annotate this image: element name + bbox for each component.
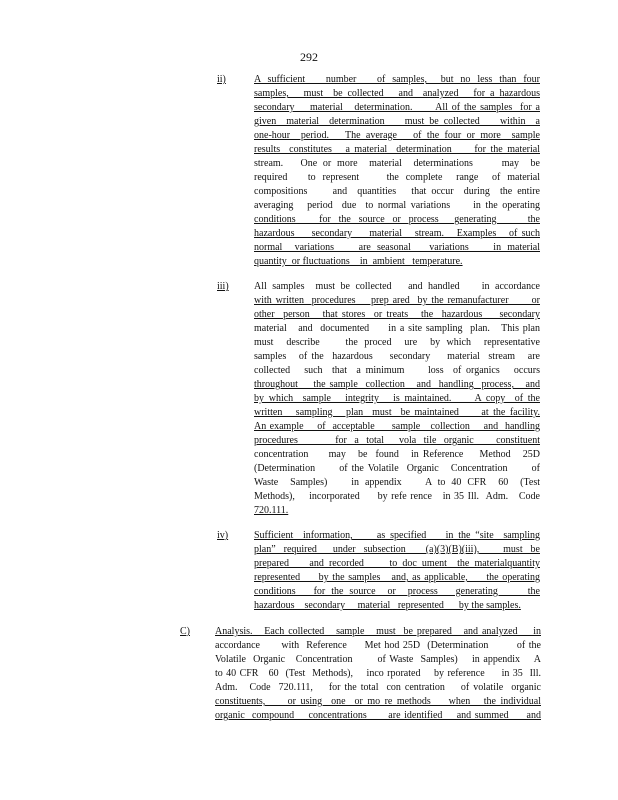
text-line: accordance with Reference Met hod 25D (Determination of the	[215, 640, 541, 651]
item-marker-ii: ii)	[217, 74, 226, 85]
text-line: required to represent the complete range of material	[254, 172, 540, 183]
text-line: throughout the sample collection and handling process, and	[254, 379, 540, 390]
text-line: with written procedures prep ared by the remanufacturer or	[254, 295, 540, 306]
text-line: Volatile Organic Concentration of Waste Samples) in appendix A	[215, 654, 541, 665]
text-line: to 40 CFR 60 (Test Methods), inco rporated by reference in 35 Ill.	[215, 668, 541, 679]
text-line: All samples must be collected and handled in accordance	[254, 281, 540, 292]
text-line: Methods), incorporated by refe rence in 35 Ill. Adm. Code	[254, 491, 540, 502]
text-line: compositions and quantities that occur during the entire	[254, 186, 540, 197]
text-line: Sufficient information, as specified in the “site sampling	[254, 530, 540, 541]
text-line: procedures for a total vola tile organic constituent	[254, 435, 540, 446]
text-line: quantity or fluctuations in ambient temperature.	[254, 256, 463, 267]
text-line: organic compound concentrations are identified and summed and	[215, 710, 541, 721]
text-line: results constitutes a material determination for the material	[254, 144, 540, 155]
text-line: prepared and recorded to doc ument the materialquantity	[254, 558, 540, 569]
text-line: Analysis. Each collected sample must be prepared and analyzed in	[215, 626, 541, 637]
page-number: 292	[300, 50, 318, 64]
text-line: by which sample integrity is maintained. A copy of the	[254, 393, 540, 404]
paragraph-iii	[254, 280, 540, 518]
paragraph-ii	[254, 73, 540, 269]
text-line: (Determination of the Volatile Organic Concentration of	[254, 463, 540, 474]
text-line: concentration may be found in Reference Method 25D	[254, 449, 540, 460]
text-line: 720.111.	[254, 505, 289, 516]
item-marker-iii: iii)	[217, 281, 229, 292]
text-line: other person that stores or treats the hazardous secondary	[254, 309, 540, 320]
text-line: material and documented in a site sampling plan. This plan	[254, 323, 540, 334]
text-line: one-hour period. The average of the four or more sample	[254, 130, 540, 141]
text-line: plan” required under subsection (a)(3)(B)(iii), must be	[254, 544, 540, 555]
text-line: constituents, or using one or mo re methods when the individual	[215, 696, 541, 707]
item-marker-c: C)	[180, 626, 190, 637]
text-line: represented by the samples and, as applicable, the operating	[254, 572, 540, 583]
text-line: normal variations are seasonal variations in material	[254, 242, 540, 253]
text-line: conditions for the source or process generating the	[254, 586, 540, 597]
text-line: samples, must be collected and analyzed for a hazardous	[254, 88, 540, 99]
text-line: Adm. Code 720.111, for the total con centration of volatile organic	[215, 682, 541, 693]
text-line: collected such that a minimum loss of organics occurs	[254, 365, 540, 376]
text-line: stream. One or more material determinations may be	[254, 158, 540, 169]
paragraph-iv	[254, 529, 540, 613]
text-line: An example of acceptable sample collection and handling	[254, 421, 540, 432]
text-line: written sampling plan must be maintained at the facility.	[254, 407, 540, 418]
item-marker-iv: iv)	[217, 530, 229, 541]
text-line: hazardous secondary material stream. Examples of such	[254, 228, 540, 239]
paragraph-c	[215, 625, 541, 723]
text-line: A sufficient number of samples, but no less than four	[254, 74, 540, 85]
text-line: given material determination must be collected within a	[254, 116, 540, 127]
text-line: hazardous secondary material represented by the samples.	[254, 600, 521, 611]
text-line: secondary material determination. All of the samples for a	[254, 102, 540, 113]
text-line: conditions for the source or process generating the	[254, 214, 540, 225]
text-line: samples of the hazardous secondary material stream are	[254, 351, 540, 362]
text-line: averaging period due to normal variations in the operating	[254, 200, 540, 211]
text-line: must describe the proced ure by which representative	[254, 337, 540, 348]
text-line: Waste Samples) in appendix A to 40 CFR 60 (Test	[254, 477, 540, 488]
